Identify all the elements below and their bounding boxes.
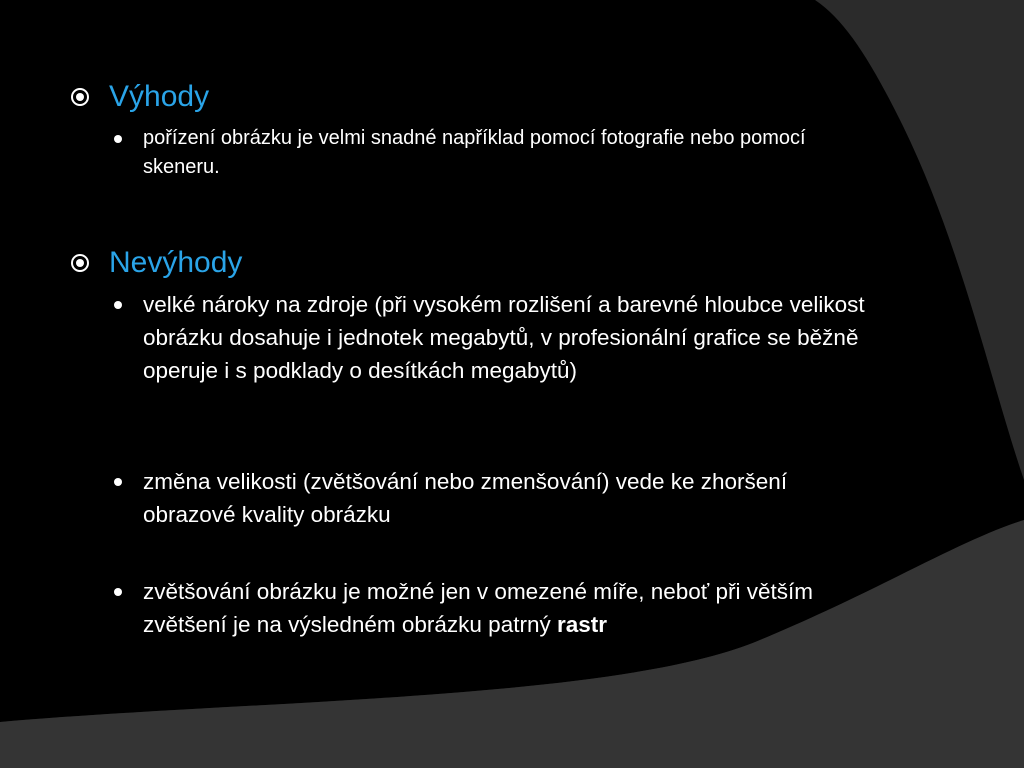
bullet-dot-icon [114, 135, 122, 143]
disadvantage-item-3-text [143, 575, 874, 641]
heading-advantages [70, 80, 209, 114]
bullet-dot-icon [114, 301, 122, 309]
heading-disadvantages [70, 246, 242, 280]
disadvantage-item-3 [114, 575, 874, 641]
disadvantage-item-1 [114, 288, 874, 387]
heading-advantages-label: Výhody [109, 80, 210, 113]
heading-disadvantages-label: Nevýhody [109, 246, 243, 279]
radio-target-icon [70, 87, 90, 107]
radio-target-icon [70, 253, 90, 273]
disadvantage-item-3-bold: rastr [556, 612, 608, 637]
disadvantage-item-3-plain: zvětšování obrázku je možné jen v omezené míře, neboť při větším zvětšení je na výsledném obrázku patrný [143, 579, 814, 637]
bullet-dot-icon [114, 478, 122, 486]
disadvantage-item-2 [114, 465, 874, 531]
disadvantage-item-1-text: velké nároky na zdroje (při vysokém rozlišení a barevné hloubce velikost obrázku dosahuje i jednotek megabytů, v profesionální grafice se běžně operuje i s podklady o desítkách megabytů) [143, 292, 865, 383]
disadvantage-item-2-text: změna velikosti (zvětšování nebo zmenšování) vede ke zhoršení obrazové kvality obrázku [143, 469, 788, 527]
advantage-item-1 [114, 124, 874, 182]
bullet-dot-icon [114, 588, 122, 596]
advantage-item-1-text: pořízení obrázku je velmi snadné například pomocí fotografie nebo pomocí skeneru. [143, 127, 806, 178]
